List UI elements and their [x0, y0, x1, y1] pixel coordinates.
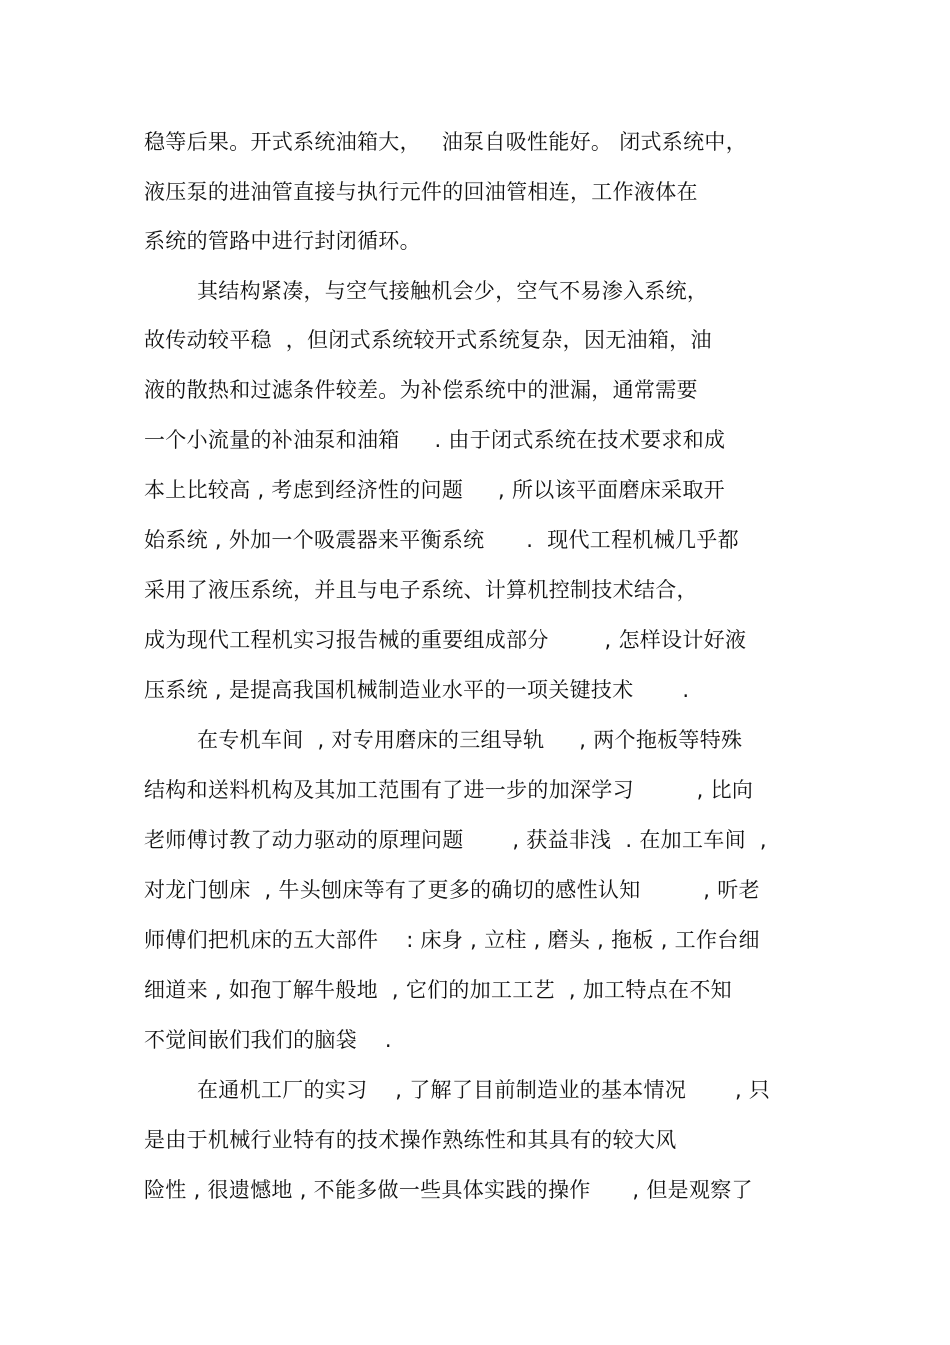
- text-line-18: 细道来 , 如孢丁解牛般地 , 它们的加工工艺 , 加工特点在不知: [144, 978, 732, 1002]
- text-line-7: 一个小流量的补油泵和油箱 . 由于闭式系统在技术要求和成: [144, 428, 726, 452]
- text-line-19: 不觉间嵌们我们的脑袋 .: [144, 1028, 392, 1052]
- text-line-14: 结构和送料机构及其加工范围有了进一步的加深学习 , 比向: [144, 778, 754, 802]
- text-line-17: 师傅们把机床的五大部件 : 床身 , 立柱 , 磨头 , 拖板 , 工作台细: [144, 928, 760, 952]
- text-line-9: 始系统 , 外加一个吸震器来平衡系统 . 现代工程机械几乎都: [144, 528, 739, 552]
- text-line-20: 在通机工厂的实习 , 了解了目前制造业的基本情况 , 只: [197, 1078, 771, 1102]
- text-line-13: 在专机车间 , 对专用磨床的三组导轨 , 两个拖板等特殊: [197, 728, 743, 752]
- text-line-2: 液压泵的进油管直接与执行元件的回油管相连，工作液体在: [144, 180, 698, 204]
- text-line-5: 故传动较平稳 ，但闭式系统较开式系统复杂，因无油箱，油: [144, 328, 712, 352]
- text-line-22: 险性 , 很遗憾地 , 不能多做一些具体实践的操作 , 但是观察了: [144, 1178, 753, 1202]
- text-line-6: 液的散热和过滤条件较差。为补偿系统中的泄漏，通常需要: [144, 378, 698, 402]
- text-line-3: 系统的管路中进行封闭循环。: [144, 229, 421, 253]
- text-line-21: 是由于机械行业特有的技术操作熟练性和其具有的较大风: [144, 1128, 677, 1152]
- text-line-10: 采用了液压系统，并且与电子系统、计算机控制技术结合，: [144, 578, 698, 602]
- text-line-12: 压系统 , 是提高我国机械制造业水平的一项关键技术 .: [144, 678, 690, 702]
- text-line-4: 其结构紧凑，与空气接触机会少，空气不易渗入系统，: [197, 279, 709, 303]
- text-line-11: 成为现代工程机实习报告械的重要组成部分 , 怎样设计好液: [144, 628, 747, 652]
- text-line-16: 对龙门刨床 , 牛头刨床等有了更多的确切的感性认知 , 听老: [144, 878, 760, 902]
- text-line-15: 老师傅讨教了动力驱动的原理问题 , 获益非浅 . 在加工车间 ,: [144, 828, 767, 852]
- text-line-8: 本上比较高 , 考虑到经济性的问题 , 所以该平面磨床采取开: [144, 478, 725, 502]
- text-line-1: 稳等后果。开式系统油箱大， 油泵自吸性能好。 闭式系统中，: [144, 130, 747, 154]
